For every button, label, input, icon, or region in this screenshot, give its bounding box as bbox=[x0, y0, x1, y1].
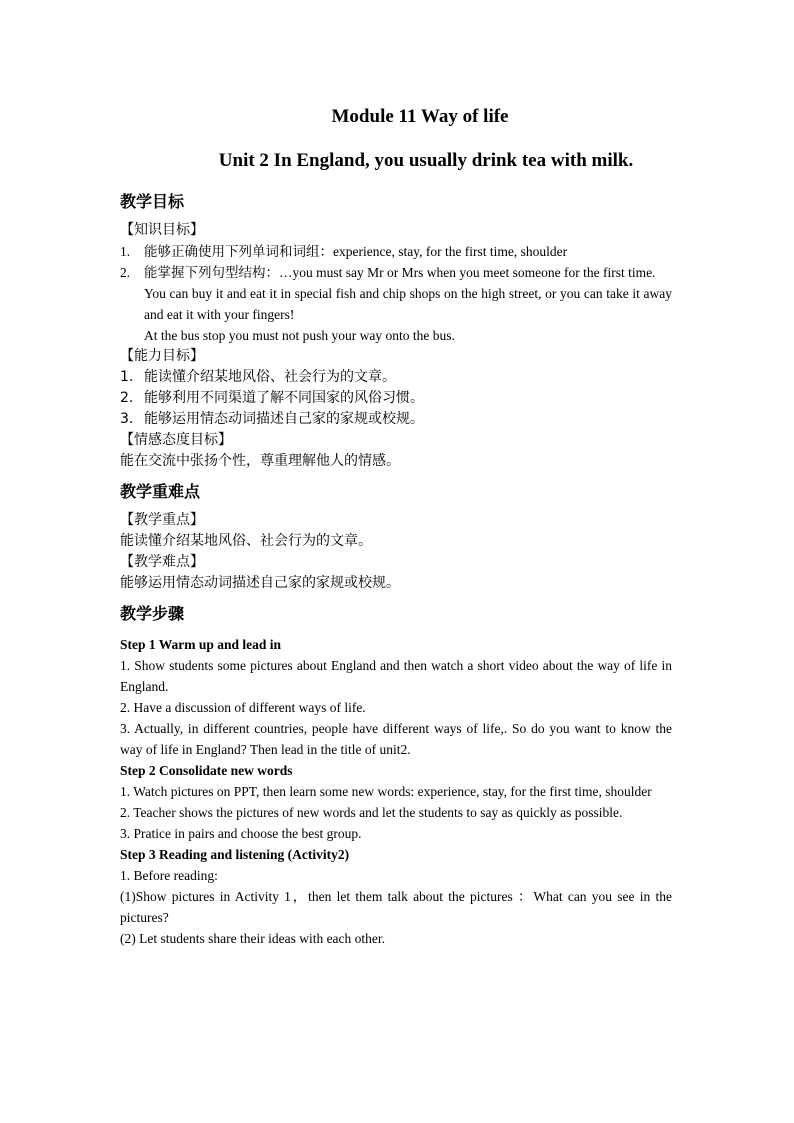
list-number: 2. bbox=[120, 265, 131, 280]
difficulty-label: 【教学难点】 bbox=[120, 554, 204, 570]
sentence-example: You can buy it and eat it in special fish and chip shops on the high street, or you can take it away and eat it with your fingers! bbox=[144, 286, 672, 322]
list-text: 能掌握下列句型结构：…you must say Mr or Mrs when you meet someone for the first time. bbox=[144, 265, 656, 280]
step-paragraph: 3. Actually, in different countries, people have different ways of life,. So do you want to know the way of life in England? Then lead in the title of unit2. bbox=[120, 721, 672, 757]
list-item bbox=[120, 409, 672, 430]
list-item bbox=[120, 262, 672, 283]
list-text: 能读懂介绍某地风俗、社会行为的文章。 bbox=[144, 369, 396, 385]
step-paragraph: 1. Show students some pictures about England and then watch a short video about the way of life in England. bbox=[120, 658, 672, 694]
ability-label: 【能力目标】 bbox=[120, 348, 204, 364]
step-paragraph: (1)Show pictures in Activity 1，then let them talk about the pictures ：What can you see in the pictures? bbox=[120, 889, 672, 925]
step-paragraph: 1. Before reading: bbox=[120, 868, 218, 883]
focus-label: 【教学重点】 bbox=[120, 512, 204, 528]
list-item bbox=[120, 241, 672, 262]
focus-text: 能读懂介绍某地风俗、社会行为的文章。 bbox=[120, 533, 372, 549]
key-points-heading: 教学重难点 bbox=[120, 482, 201, 501]
document-page bbox=[120, 104, 672, 949]
step-paragraph: 2. Have a discussion of different ways of life. bbox=[120, 700, 366, 715]
module-title: Module 11 Way of life bbox=[331, 106, 509, 127]
step-title: Step 3 Reading and listening (Activity2) bbox=[120, 847, 350, 862]
list-item bbox=[120, 367, 672, 388]
list-number: 1. bbox=[120, 369, 134, 385]
steps-heading: 教学步骤 bbox=[120, 604, 185, 623]
list-number: 2. bbox=[120, 390, 134, 406]
list-number: 3. bbox=[120, 411, 134, 427]
step-paragraph: 2. Teacher shows the pictures of new words and let the students to say as quickly as possible. bbox=[120, 805, 623, 820]
step-title: Step 2 Consolidate new words bbox=[120, 763, 293, 778]
list-text: 能够利用不同渠道了解不同国家的风俗习惯。 bbox=[144, 390, 424, 406]
step-title: Step 1 Warm up and lead in bbox=[120, 637, 282, 652]
step-paragraph: (2) Let students share their ideas with each other. bbox=[120, 931, 386, 946]
step-paragraph: 3. Pratice in pairs and choose the best group. bbox=[120, 826, 362, 841]
step-paragraph: 1. Watch pictures on PPT, then learn some new words: experience, stay, for the first time, shoulder bbox=[120, 784, 652, 799]
difficulty-text: 能够运用情态动词描述自己家的家规或校规。 bbox=[120, 575, 400, 591]
list-item bbox=[120, 388, 672, 409]
unit-title: Unit 2 In England, you usually drink tea with milk. bbox=[218, 150, 634, 171]
emotion-text: 能在交流中张扬个性，尊重理解他人的情感。 bbox=[120, 453, 400, 469]
list-text: 能够运用情态动词描述自己家的家规或校规。 bbox=[144, 411, 424, 427]
knowledge-label: 【知识目标】 bbox=[120, 222, 204, 238]
emotion-label: 【情感态度目标】 bbox=[120, 432, 232, 448]
objectives-heading: 教学目标 bbox=[120, 192, 185, 211]
list-text: 能够正确使用下列单词和词组：experience, stay, for the first time, shoulder bbox=[144, 244, 568, 259]
list-number: 1. bbox=[120, 244, 131, 259]
sentence-example: At the bus stop you must not push your way onto the bus. bbox=[144, 328, 455, 343]
